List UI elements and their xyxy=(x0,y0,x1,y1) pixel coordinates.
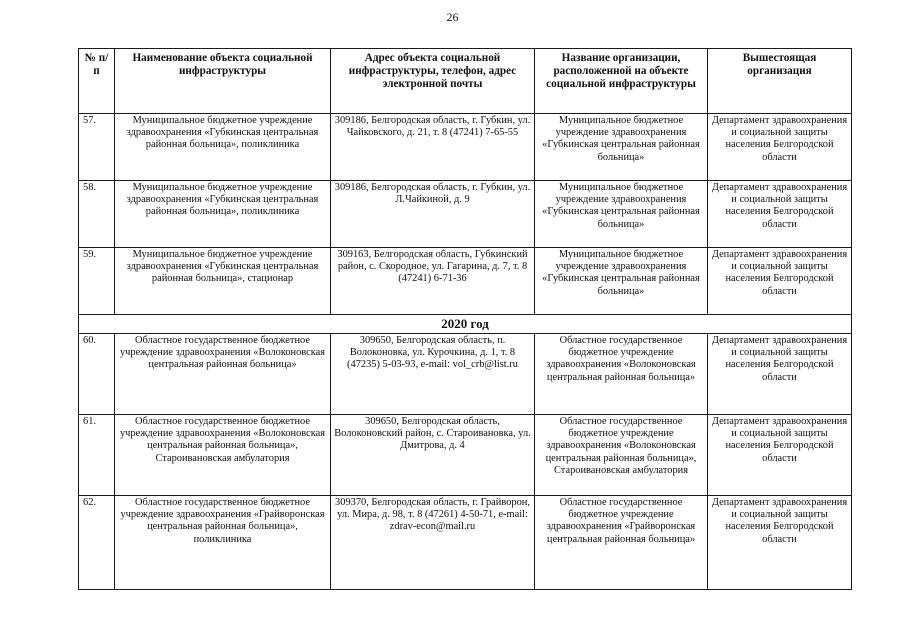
row-address: 309370, Белгородская область, г. Грайворон, ул. Мира, д. 98, т. 8 (47261) 4-50-71, e-mail: zdrav-econ@mail.ru xyxy=(331,496,535,590)
row-org: Областное государственное бюджетное учреждение здравоохранения «Волоконовская центральная районная больница» xyxy=(535,334,708,415)
table-row xyxy=(79,415,852,496)
row-num: 57. xyxy=(79,114,115,181)
row-name: Муниципальное бюджетное учреждение здравоохранения «Губкинская центральная районная больница», поликлиника xyxy=(115,114,331,181)
header-org: Название организации, расположенной на объекте социальной инфраструктуры xyxy=(535,49,708,114)
row-num: 61. xyxy=(79,415,115,496)
row-address: 309163, Белгородская область, Губкинский район, с. Скородное, ул. Гагарина, д. 7, т. 8 (47241) 6-71-36 xyxy=(331,248,535,315)
header-parent: Вышестоящая организация xyxy=(708,49,852,114)
table-header-row xyxy=(79,49,852,114)
row-address: 309650, Белгородская область, Волоконовский район, с. Староивановка, ул. Дмитрова, д. 4 xyxy=(331,415,535,496)
row-num: 62. xyxy=(79,496,115,590)
table-row xyxy=(79,496,852,590)
header-num: № п/п xyxy=(79,49,115,114)
table-row xyxy=(79,248,852,315)
row-org: Областное государственное бюджетное учреждение здравоохранения «Грайворонская центральная районная больница» xyxy=(535,496,708,590)
row-name: Областное государственное бюджетное учреждение здравоохранения «Волоконовская центральная районная больница», Староивановская амбулатория xyxy=(115,415,331,496)
page-number: 26 xyxy=(446,10,459,24)
row-num: 59. xyxy=(79,248,115,315)
row-name: Муниципальное бюджетное учреждение здравоохранения «Губкинская центральная районная больница», поликлиника xyxy=(115,181,331,248)
row-parent: Департамент здравоохранения и социальной защиты населения Белгородской области xyxy=(708,334,852,415)
year-label: 2020 год xyxy=(79,315,852,334)
row-parent: Департамент здравоохранения и социальной защиты населения Белгородской области xyxy=(708,248,852,315)
row-parent: Департамент здравоохранения и социальной защиты населения Белгородской области xyxy=(708,181,852,248)
table-row xyxy=(79,181,852,248)
row-address: 309186, Белгородская область, г. Губкин, ул. Чайковского, д. 21, т. 8 (47241) 7-65-55 xyxy=(331,114,535,181)
row-name: Муниципальное бюджетное учреждение здравоохранения «Губкинская центральная районная больница», стационар xyxy=(115,248,331,315)
row-parent: Департамент здравоохранения и социальной защиты населения Белгородской области xyxy=(708,496,852,590)
header-name: Наименование объекта социальной инфраструктуры xyxy=(115,49,331,114)
row-num: 58. xyxy=(79,181,115,248)
row-name: Областное государственное бюджетное учреждение здравоохранения «Волоконовская центральная районная больница» xyxy=(115,334,331,415)
row-org: Муниципальное бюджетное учреждение здравоохранения «Губкинская центральная районная больница» xyxy=(535,181,708,248)
year-section-row xyxy=(79,315,852,334)
table-row xyxy=(79,334,852,415)
row-address: 309650, Белгородская область, п. Волоконовка, ул. Курочкина, д. 1, т. 8 (47235) 5-03-93, e-mail: vol_crb@list.ru xyxy=(331,334,535,415)
table-row xyxy=(79,114,852,181)
row-org: Муниципальное бюджетное учреждение здравоохранения «Губкинская центральная районная больница» xyxy=(535,248,708,315)
row-org: Муниципальное бюджетное учреждение здравоохранения «Губкинская центральная районная больница» xyxy=(535,114,708,181)
row-org: Областное государственное бюджетное учреждение здравоохранения «Волоконовская центральная районная больница», Староивановская амбулатория xyxy=(535,415,708,496)
row-num: 60. xyxy=(79,334,115,415)
row-name: Областное государственное бюджетное учреждение здравоохранения «Грайворонская центральная районная больница», поликлиника xyxy=(115,496,331,590)
row-parent: Департамент здравоохранения и социальной защиты населения Белгородской области xyxy=(708,415,852,496)
social-infrastructure-table xyxy=(78,48,852,590)
header-address: Адрес объекта социальной инфраструктуры, телефон, адрес электронной почты xyxy=(331,49,535,114)
row-address: 309186, Белгородская область, г. Губкин, ул. Л.Чайкиной, д. 9 xyxy=(331,181,535,248)
row-parent: Департамент здравоохранения и социальной защиты населения Белгородской области xyxy=(708,114,852,181)
